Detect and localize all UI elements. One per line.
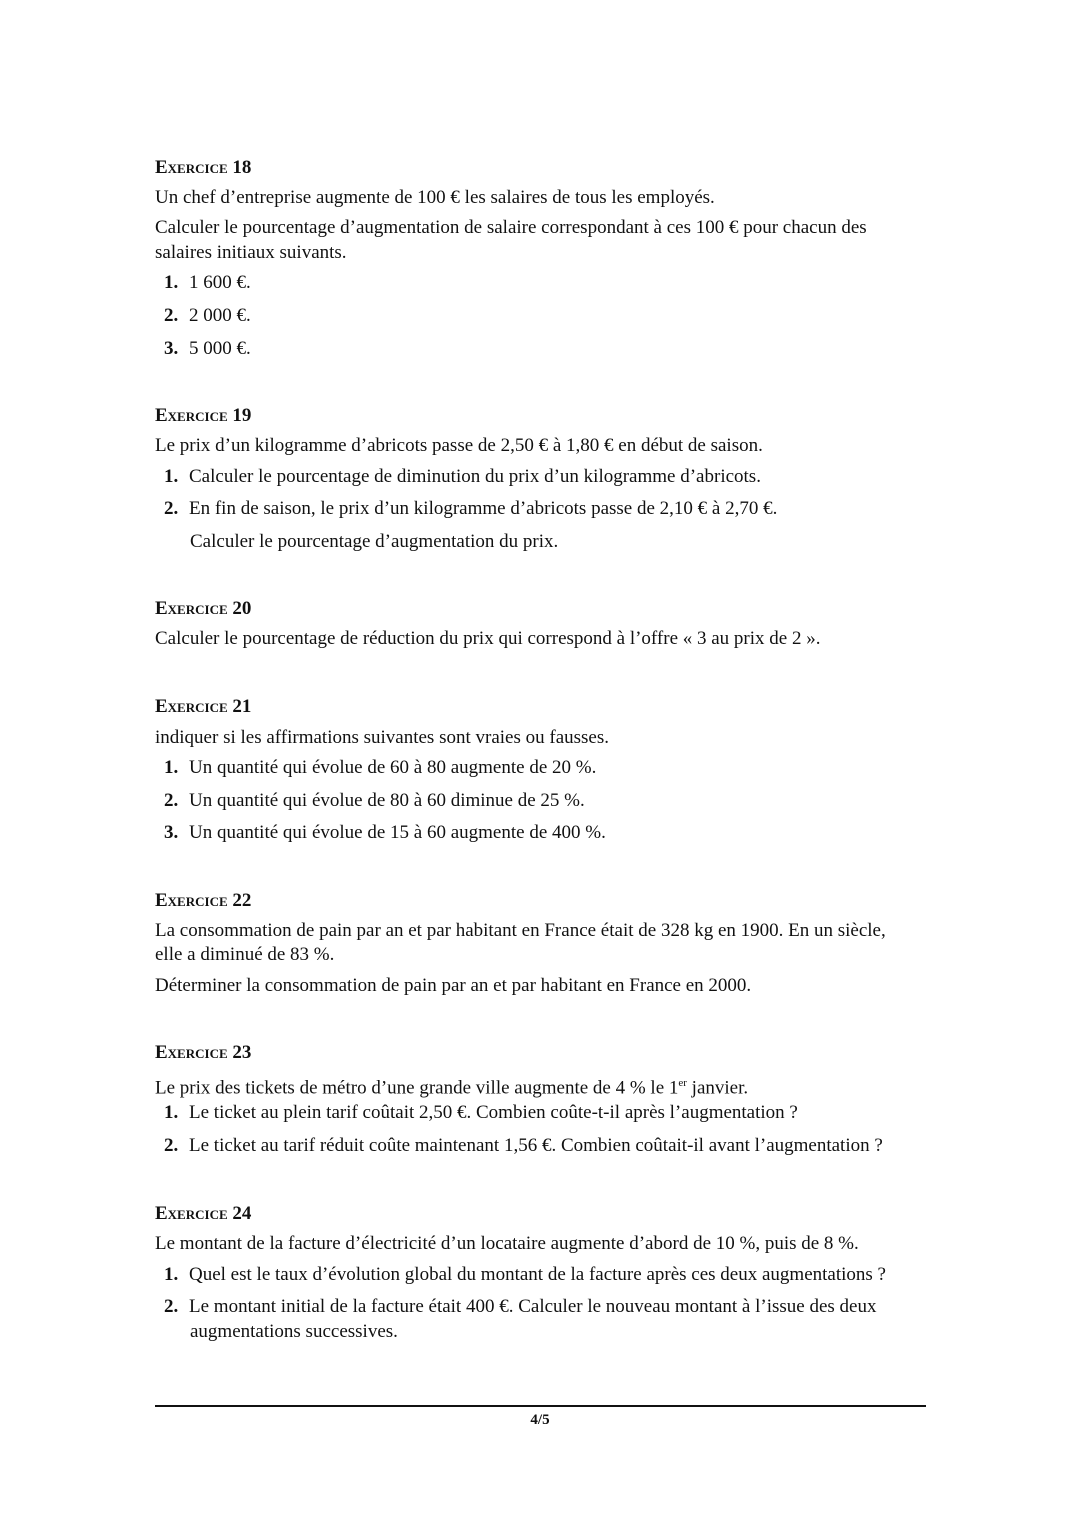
list-item bbox=[164, 1263, 886, 1287]
exercise-18-text: Calculer le pourcentage d’augmentation de salaire correspondant à ces 100 € pour chacun des bbox=[155, 217, 867, 238]
item-text: Calculer le pourcentage de diminution du prix d’un kilogramme d’abricots. bbox=[189, 466, 761, 487]
item-number: 3. bbox=[164, 338, 179, 359]
item-text: 5 000 €. bbox=[189, 338, 251, 359]
exercise-19-title: Exercice 19 bbox=[155, 405, 252, 426]
exercise-18-title: Exercice 18 bbox=[155, 157, 252, 178]
item-text: Calculer le pourcentage d’augmentation du prix. bbox=[190, 531, 559, 552]
list-item bbox=[164, 337, 251, 361]
exercise-24-text: Le montant de la facture d’électricité d’un locataire augmente d’abord de 10 %, puis de 8 %. bbox=[155, 1233, 859, 1254]
list-item bbox=[164, 304, 251, 328]
item-number: 2. bbox=[164, 305, 179, 326]
exercise-22-text: elle a diminué de 83 %. bbox=[155, 944, 335, 965]
item-text: Le montant initial de la facture était 400 €. Calculer le nouveau montant à l’issue des deux bbox=[189, 1296, 877, 1317]
exercise-24-title: Exercice 24 bbox=[155, 1203, 252, 1224]
item-number: 2. bbox=[164, 790, 179, 811]
exercise-23-title: Exercice 23 bbox=[155, 1042, 252, 1063]
item-text: Quel est le taux d’évolution global du montant de la facture après ces deux augmentations ? bbox=[189, 1264, 886, 1285]
exercise-22-text: La consommation de pain par an et par habitant en France était de 328 kg en 1900. En un siècle, bbox=[155, 920, 886, 941]
exercise-20-text: Calculer le pourcentage de réduction du prix qui correspond à l’offre « 3 au prix de 2 ». bbox=[155, 628, 821, 649]
item-text: Un quantité qui évolue de 15 à 60 augmente de 400 %. bbox=[189, 822, 606, 843]
exercise-20-title: Exercice 20 bbox=[155, 598, 252, 619]
item-text: Le ticket au tarif réduit coûte maintenant 1,56 €. Combien coûtait-il avant l’augmentation ? bbox=[189, 1135, 883, 1156]
list-item bbox=[164, 271, 251, 295]
item-number: 1. bbox=[164, 272, 179, 293]
exercise-23-text bbox=[155, 1071, 748, 1100]
item-number: 2. bbox=[164, 498, 179, 519]
item-number: 2. bbox=[164, 1135, 179, 1156]
item-text: En fin de saison, le prix d’un kilogramme d’abricots passe de 2,10 € à 2,70 €. bbox=[189, 498, 778, 519]
exercise-22-text: Déterminer la consommation de pain par an et par habitant en France en 2000. bbox=[155, 975, 752, 996]
superscript: er bbox=[678, 1077, 687, 1089]
list-item bbox=[164, 1295, 876, 1319]
item-number: 1. bbox=[164, 757, 179, 778]
list-item bbox=[164, 789, 585, 813]
item-number: 2. bbox=[164, 1296, 179, 1317]
item-number: 3. bbox=[164, 822, 179, 843]
list-item bbox=[164, 1101, 798, 1125]
list-item bbox=[164, 497, 777, 521]
item-number: 1. bbox=[164, 466, 179, 487]
text-part: Le prix des tickets de métro d’une grande ville augmente de 4 % le 1 bbox=[155, 1077, 679, 1099]
item-text: Le ticket au plein tarif coûtait 2,50 €. Combien coûte-t-il après l’augmentation ? bbox=[189, 1102, 798, 1123]
item-text: 1 600 €. bbox=[189, 272, 251, 293]
item-text: 2 000 €. bbox=[189, 305, 251, 326]
exercise-19-text: Le prix d’un kilogramme d’abricots passe de 2,50 € à 1,80 € en début de saison. bbox=[155, 435, 763, 456]
text-part: janvier. bbox=[686, 1077, 749, 1099]
exercise-22-title: Exercice 22 bbox=[155, 890, 252, 911]
exercise-18-text: Un chef d’entreprise augmente de 100 € les salaires de tous les employés. bbox=[155, 187, 715, 208]
list-item bbox=[164, 465, 761, 489]
exercise-21-text: indiquer si les affirmations suivantes sont vraies ou fausses. bbox=[155, 727, 609, 748]
exercise-18-text: salaires initiaux suivants. bbox=[155, 242, 347, 263]
exercise-21-title: Exercice 21 bbox=[155, 696, 252, 717]
item-text: augmentations successives. bbox=[190, 1321, 398, 1342]
item-text: Un quantité qui évolue de 80 à 60 diminue de 25 %. bbox=[189, 790, 585, 811]
footer-rule bbox=[155, 1405, 926, 1407]
page-number: 4/5 bbox=[530, 1412, 550, 1428]
item-text: Un quantité qui évolue de 60 à 80 augmente de 20 %. bbox=[189, 757, 597, 778]
item-number: 1. bbox=[164, 1102, 179, 1123]
item-number: 1. bbox=[164, 1264, 179, 1285]
list-item bbox=[164, 821, 606, 845]
list-item bbox=[164, 1134, 883, 1158]
list-item bbox=[164, 756, 596, 780]
